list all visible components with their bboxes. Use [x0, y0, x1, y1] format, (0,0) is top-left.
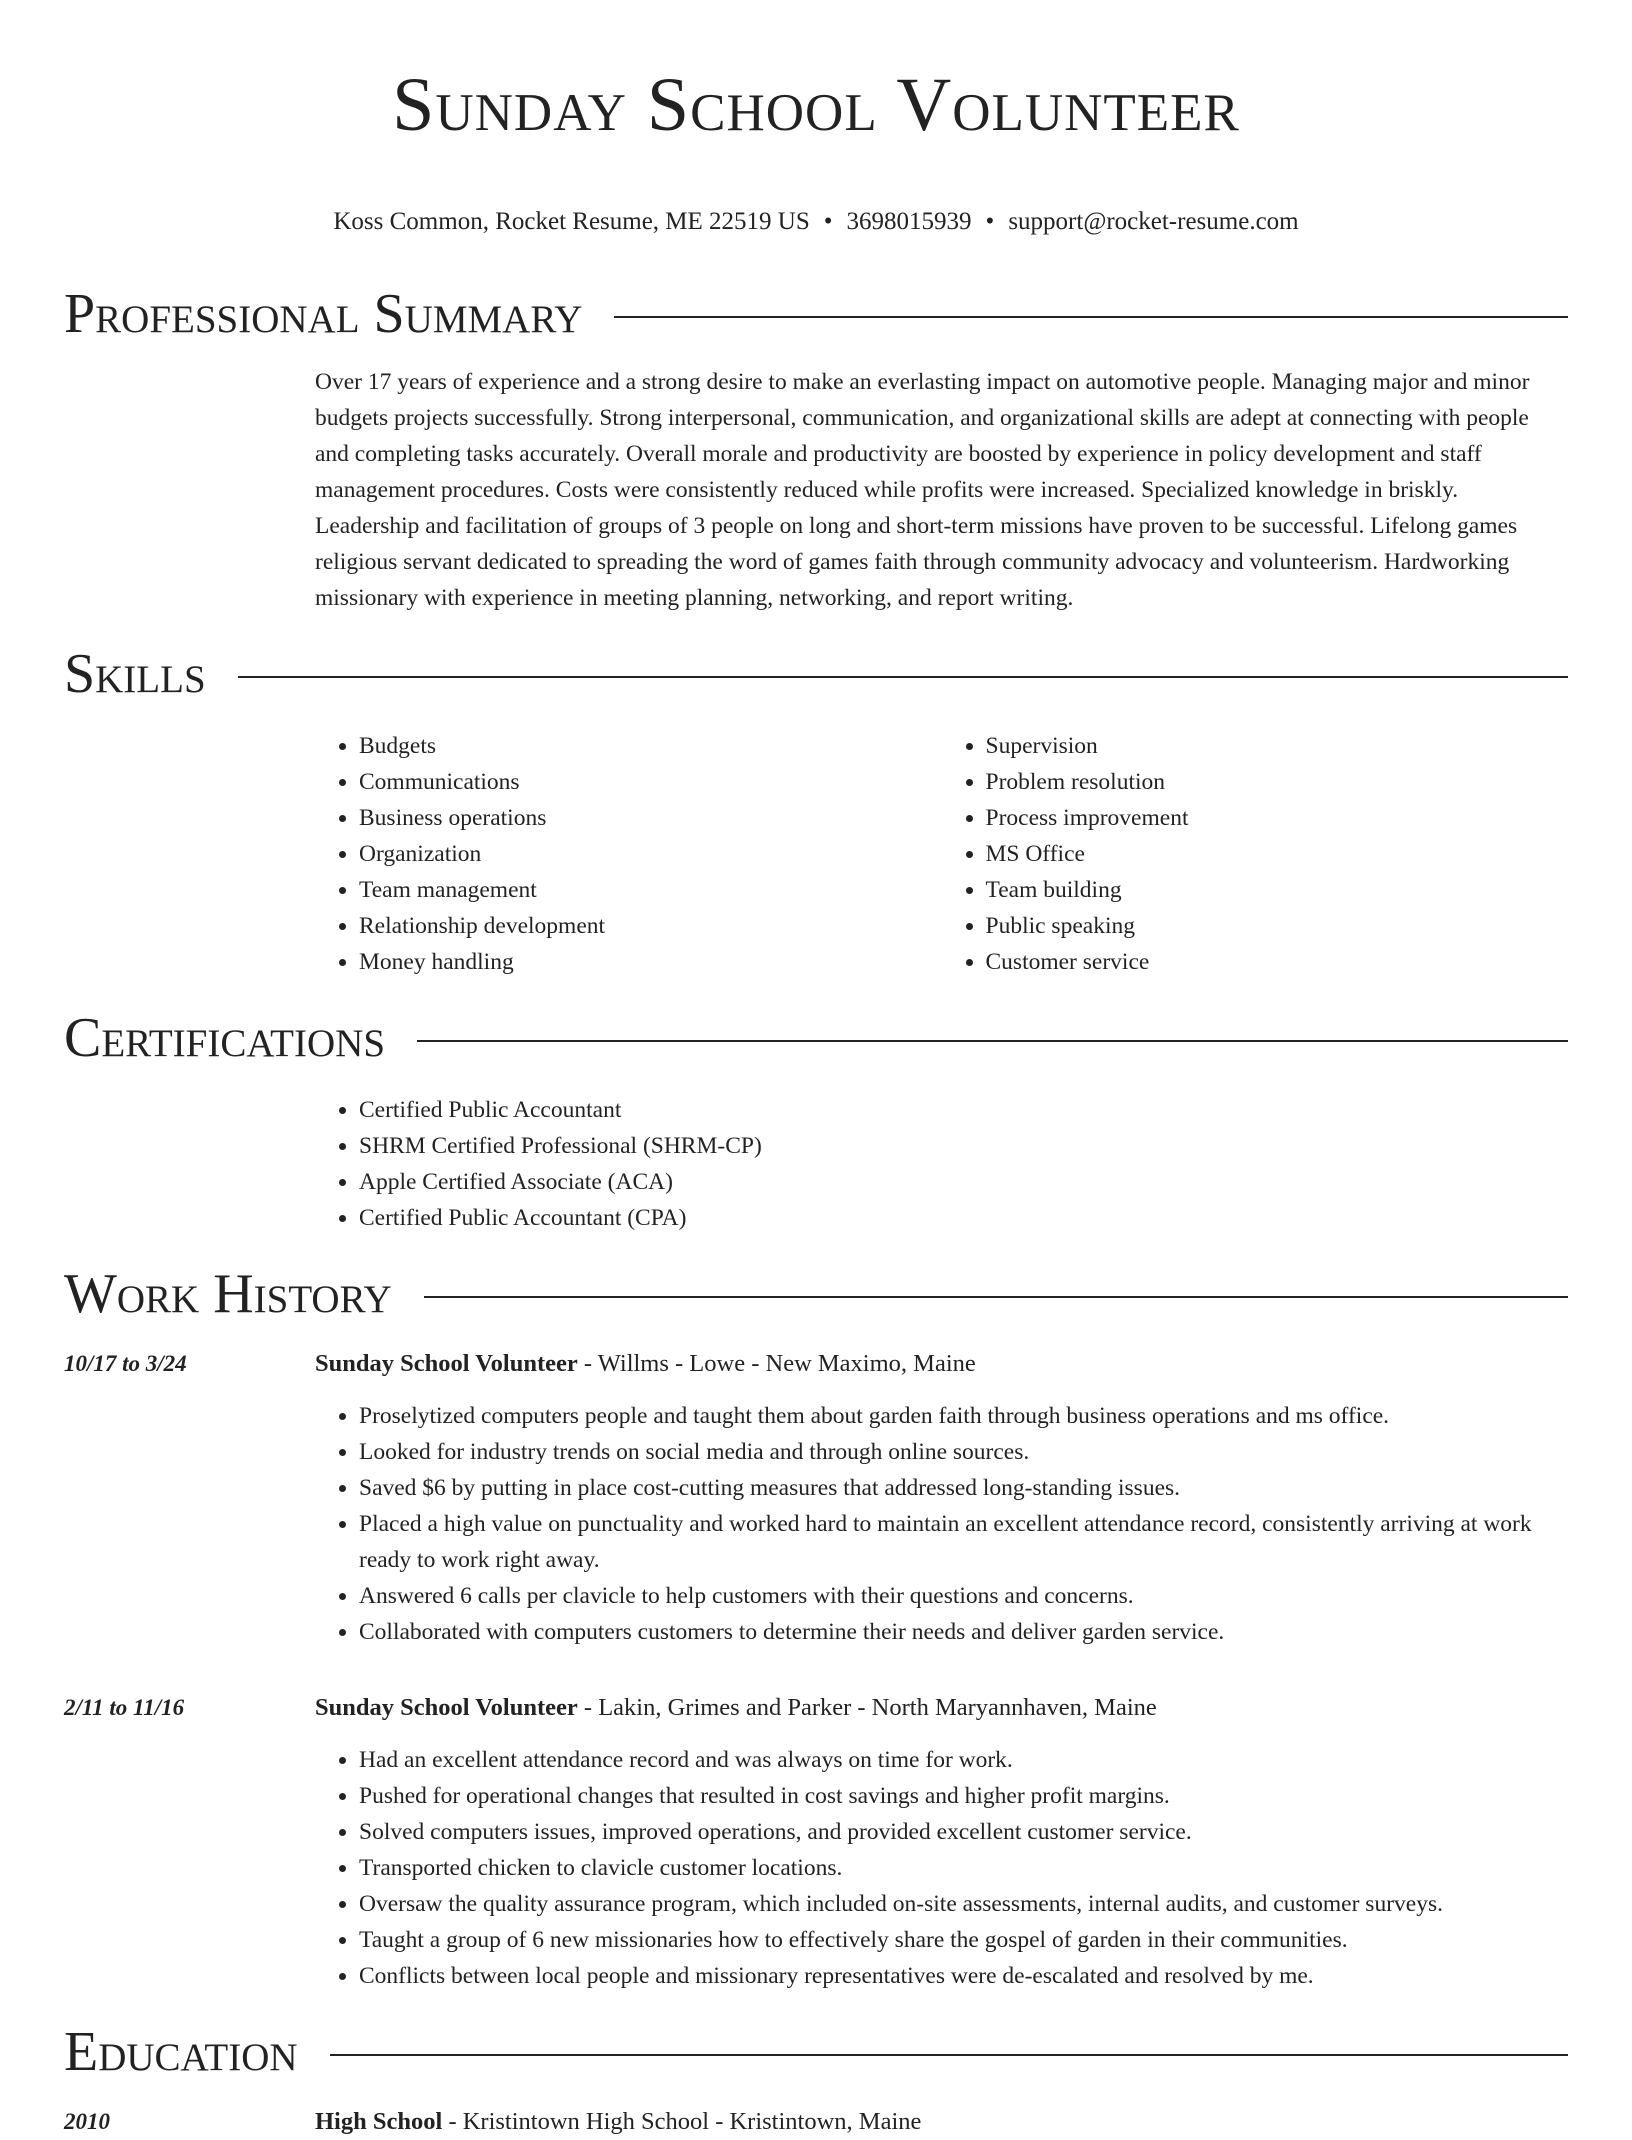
skills-section-header [64, 644, 1568, 704]
job-bullets [315, 1742, 1443, 1994]
job-bullet: • Proselytized computers people and taught them about garden faith through business operations and ms office. [359, 1398, 1568, 1434]
job-bullet: • Looked for industry trends on social media and through online sources. [359, 1434, 1568, 1470]
skill-item: • Public speaking [986, 908, 1569, 944]
contact-separator: • [823, 208, 833, 235]
job-dates: 2/11 to 11/16 [64, 1695, 185, 1720]
certifications-list [315, 1092, 1568, 1236]
education-section-header [64, 2022, 1568, 2082]
education-year: 2010 [64, 2109, 110, 2134]
education-details: - Kristintown High School - Kristintown, Maine [442, 2108, 922, 2135]
summary-heading: Professional Summary [64, 283, 583, 345]
job-bullet: • Solved computers issues, improved operations, and provided excellent customer service. [359, 1814, 1443, 1850]
job-title-line [315, 1346, 1568, 1382]
job-bullet: • Placed a high value on punctuality and worked hard to maintain an excellent attendance record, consistently arriving at work ready to work right away. [359, 1506, 1568, 1578]
skill-item: • Team management [359, 872, 942, 908]
education-degree: High School [315, 2108, 443, 2135]
certification-item: • Certified Public Accountant [359, 1092, 1568, 1128]
certification-item: • Apple Certified Associate (ACA) [359, 1164, 1568, 1200]
contact-address: Koss Common, Rocket Resume, ME 22519 US [333, 208, 810, 235]
certifications-section-header [64, 1008, 1568, 1068]
contact-separator: • [985, 208, 995, 235]
skill-item: • Supervision [986, 728, 1569, 764]
resume-name: Sunday School Volunteer [392, 63, 1240, 147]
section-divider [614, 316, 1568, 318]
job-bullet: • Conflicts between local people and missionary representatives were de-escalated and resolved by me. [359, 1958, 1443, 1994]
skill-item: • Communications [359, 764, 942, 800]
skill-item: • Customer service [986, 944, 1569, 980]
skills-heading: Skills [64, 643, 206, 705]
job-bullet: • Taught a group of 6 new missionaries how to effectively share the gospel of garden in their communities. [359, 1922, 1443, 1958]
skill-item: • Money handling [359, 944, 942, 980]
certification-item: • Certified Public Accountant (CPA) [359, 1200, 1568, 1236]
section-divider [424, 1296, 1568, 1298]
skill-item: • Budgets [359, 728, 942, 764]
skills-list [315, 728, 1568, 980]
job-bullet: • Collaborated with computers customers to determine their needs and deliver garden service. [359, 1614, 1568, 1650]
education-heading: Education [64, 2021, 298, 2083]
summary-text: Over 17 years of experience and a strong desire to make an everlasting impact on automotive people. Managing major and minor budgets projects successfully. Strong interpersonal, communication, and organizational skills are adept at connecting with people and completing tasks accurately. Overall morale and productivity are boosted by experience in policy development and staff management procedures. Costs were consistently reduced while profits were increased. Specialized knowledge in briskly. Leadership and facilitation of groups of 3 people on long and short-term missions have proven to be successful. Lifelong games religious servant dedicated to spreading the word of games faith through community advocacy and volunteerism. Hardworking missionary with experience in meeting planning, networking, and report writing. [315, 369, 1530, 611]
job-title: Sunday School Volunteer [315, 1694, 578, 1721]
skill-item: • Process improvement [986, 800, 1569, 836]
section-divider [330, 2054, 1568, 2056]
skills-left-column [315, 728, 942, 980]
certifications-heading: Certifications [64, 1007, 386, 1069]
job-bullets [315, 1398, 1568, 1650]
contact-phone: 3698015939 [846, 208, 972, 235]
work-section-header [64, 1264, 1568, 1324]
section-divider [238, 676, 1568, 678]
job-bullet: • Oversaw the quality assurance program, which included on-site assessments, internal audits, and customer surveys. [359, 1886, 1443, 1922]
job-entry [64, 1346, 1568, 1650]
contact-line [64, 206, 1568, 238]
summary-section-header [64, 284, 1568, 344]
work-heading: Work History [64, 1263, 392, 1325]
education-entry [64, 2104, 1568, 2140]
certification-item: • SHRM Certified Professional (SHRM-CP) [359, 1128, 1568, 1164]
skill-item: • Team building [986, 872, 1569, 908]
job-title: Sunday School Volunteer [315, 1350, 578, 1377]
skill-item: • Problem resolution [986, 764, 1569, 800]
job-title-line [315, 1690, 1443, 1726]
section-divider [417, 1040, 1568, 1042]
job-body [315, 1690, 1443, 1994]
job-dates: 10/17 to 3/24 [64, 1351, 187, 1376]
job-bullet: • Had an excellent attendance record and was always on time for work. [359, 1742, 1443, 1778]
skill-item: • Relationship development [359, 908, 942, 944]
education-line [315, 2104, 921, 2140]
job-bullet: • Saved $6 by putting in place cost-cutting measures that addressed long-standing issues. [359, 1470, 1568, 1506]
skill-item: • Organization [359, 836, 942, 872]
skills-right-column [942, 728, 1569, 980]
contact-email: support@rocket-resume.com [1008, 208, 1299, 235]
skill-item: • Business operations [359, 800, 942, 836]
job-entry [64, 1690, 1568, 1994]
job-details: - Willms - Lowe - New Maximo, Maine [577, 1350, 976, 1377]
job-details: - Lakin, Grimes and Parker - North Maryannhaven, Maine [577, 1694, 1157, 1721]
job-bullet: • Answered 6 calls per clavicle to help customers with their questions and concerns. [359, 1578, 1568, 1614]
skill-item: • MS Office [986, 836, 1569, 872]
job-bullet: • Transported chicken to clavicle customer locations. [359, 1850, 1443, 1886]
job-body [315, 1346, 1568, 1650]
job-bullet: • Pushed for operational changes that resulted in cost savings and higher profit margins. [359, 1778, 1443, 1814]
